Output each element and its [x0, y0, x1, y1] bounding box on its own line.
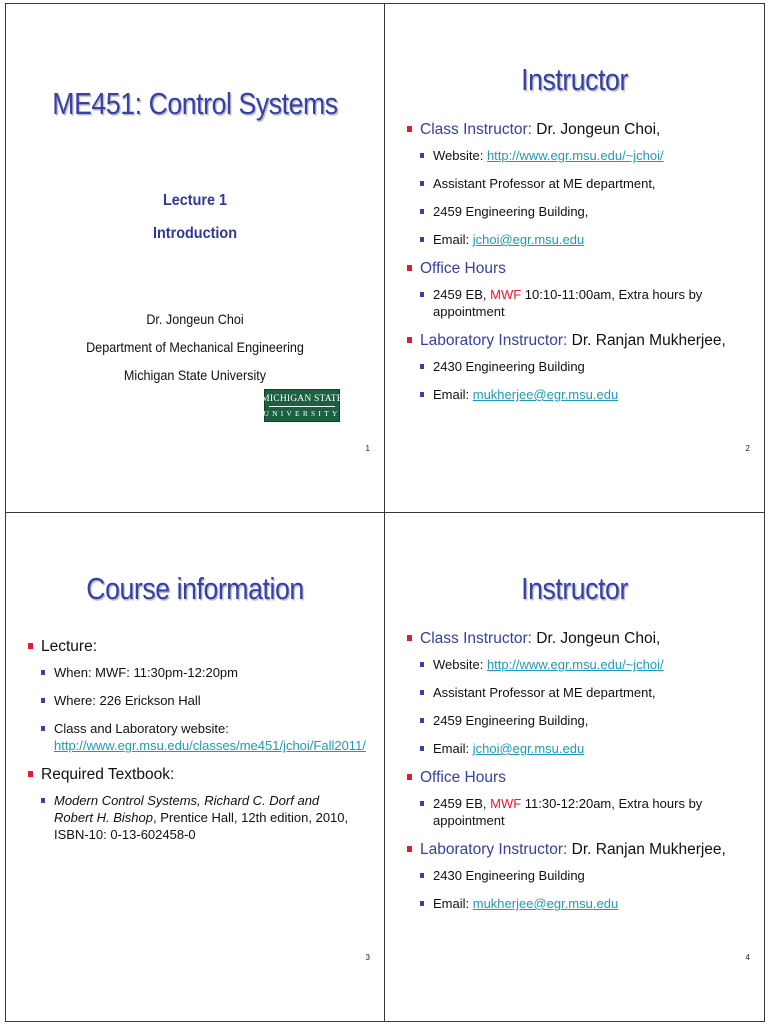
class-instructor-name: Dr. Jongeun Choi, [531, 121, 661, 138]
bullet-office-hours: Office Hours [407, 768, 756, 787]
page-number: 2 [745, 444, 750, 453]
course-website-link[interactable]: http://www.egr.msu.edu/classes/me451/jchoi/Fall2011/ [54, 738, 366, 753]
bullet-lab-office: 2430 Engineering Building [407, 358, 756, 375]
bullet-website [407, 147, 756, 164]
textbook-details: , Prentice Hall, 12th edition, 2010, ISBN-10: 0-13-602458-0 [54, 810, 349, 842]
bullet-where: Where: 226 Erickson Hall [28, 692, 376, 709]
msu-logo [261, 389, 343, 422]
bullet-office: 2459 Engineering Building, [407, 203, 756, 220]
bullet-class-instructor [407, 120, 756, 139]
bullet-class-instructor [407, 629, 756, 648]
bullet-list [407, 629, 756, 923]
bullet-email [407, 231, 756, 248]
email-link[interactable]: jchoi@egr.msu.edu [472, 232, 585, 247]
slide-title: ME451: Control Systems [52, 86, 338, 121]
office-hours-room: 2459 EB, [433, 796, 491, 811]
bullet-textbook: Required Textbook: [28, 765, 376, 784]
bullet-lab-email [407, 386, 756, 403]
website-label: Class and Laboratory website: [54, 721, 229, 736]
slide-title: Instructor [521, 62, 628, 97]
bullet-list [28, 637, 376, 854]
lab-email-label: Email: [433, 387, 473, 402]
bullet-lab-email [407, 895, 756, 912]
page-number: 1 [365, 444, 370, 453]
lecture-topic: Introduction [153, 225, 237, 242]
lab-instructor-label: Laboratory Instructor: [420, 332, 568, 349]
email-label: Email: [433, 232, 473, 247]
bullet-textbook-detail [28, 792, 376, 843]
lab-email-label: Email: [433, 896, 473, 911]
logo-text-bottom: UNIVERSITY [263, 408, 341, 418]
bullet-position: Assistant Professor at ME department, [407, 175, 756, 192]
bullet-when: When: MWF: 11:30pm-12:20pm [28, 664, 376, 681]
bullet-list [407, 120, 756, 414]
bullet-lecture: Lecture: [28, 637, 376, 656]
bullet-office-hours: Office Hours [407, 259, 756, 278]
page-number: 3 [365, 953, 370, 962]
author-name: Dr. Jongeun Choi [146, 311, 244, 327]
slide-4 [384, 512, 765, 1022]
bullet-office-hours-detail [407, 286, 756, 320]
website-label: Website: [433, 657, 487, 672]
slide-title: Course information [86, 571, 304, 606]
bullet-website [407, 656, 756, 673]
office-hours-days: MWF [490, 287, 522, 302]
lab-instructor-name: Dr. Ranjan Mukherjee, [567, 841, 726, 858]
logo-divider [269, 406, 335, 407]
slide-1 [5, 3, 385, 513]
bullet-lab-instructor [407, 331, 756, 350]
lab-instructor-name: Dr. Ranjan Mukherjee, [567, 332, 726, 349]
lab-email-link[interactable]: mukherjee@egr.msu.edu [472, 387, 619, 402]
logo-text-top: MICHIGAN STATE [261, 393, 343, 404]
office-hours-room: 2459 EB, [433, 287, 491, 302]
website-link[interactable]: http://www.egr.msu.edu/~jchoi/ [486, 657, 664, 672]
office-hours-time: 11:30-12:20am, Extra hours by appointment [433, 796, 703, 828]
textbook-title: Modern Control Systems, Richard C. Dorf and Robert H. Bishop [54, 793, 320, 825]
bullet-lab-instructor [407, 840, 756, 859]
class-instructor-name: Dr. Jongeun Choi, [531, 630, 661, 647]
bullet-lab-office: 2430 Engineering Building [407, 867, 756, 884]
office-hours-days: MWF [490, 796, 522, 811]
slide-title: Instructor [521, 571, 628, 606]
website-link[interactable]: http://www.egr.msu.edu/~jchoi/ [486, 148, 664, 163]
office-hours-time: 10:10-11:00am, Extra hours by appointment [433, 287, 703, 319]
university-name: Michigan State University [123, 367, 267, 383]
bullet-office-hours-detail [407, 795, 756, 829]
page-number: 4 [745, 953, 750, 962]
lab-instructor-label: Laboratory Instructor: [420, 841, 568, 858]
website-label: Website: [433, 148, 487, 163]
lab-email-link[interactable]: mukherjee@egr.msu.edu [472, 896, 619, 911]
department-name: Department of Mechanical Engineering [86, 339, 304, 355]
slide-2 [384, 3, 765, 513]
bullet-website [28, 720, 376, 754]
bullet-position: Assistant Professor at ME department, [407, 684, 756, 701]
class-instructor-label: Class Instructor: [420, 121, 532, 138]
lecture-number: Lecture 1 [162, 192, 228, 209]
email-link[interactable]: jchoi@egr.msu.edu [472, 741, 585, 756]
email-label: Email: [433, 741, 473, 756]
class-instructor-label: Class Instructor: [420, 630, 532, 647]
bullet-email [407, 740, 756, 757]
slide-3 [5, 512, 385, 1022]
bullet-office: 2459 Engineering Building, [407, 712, 756, 729]
